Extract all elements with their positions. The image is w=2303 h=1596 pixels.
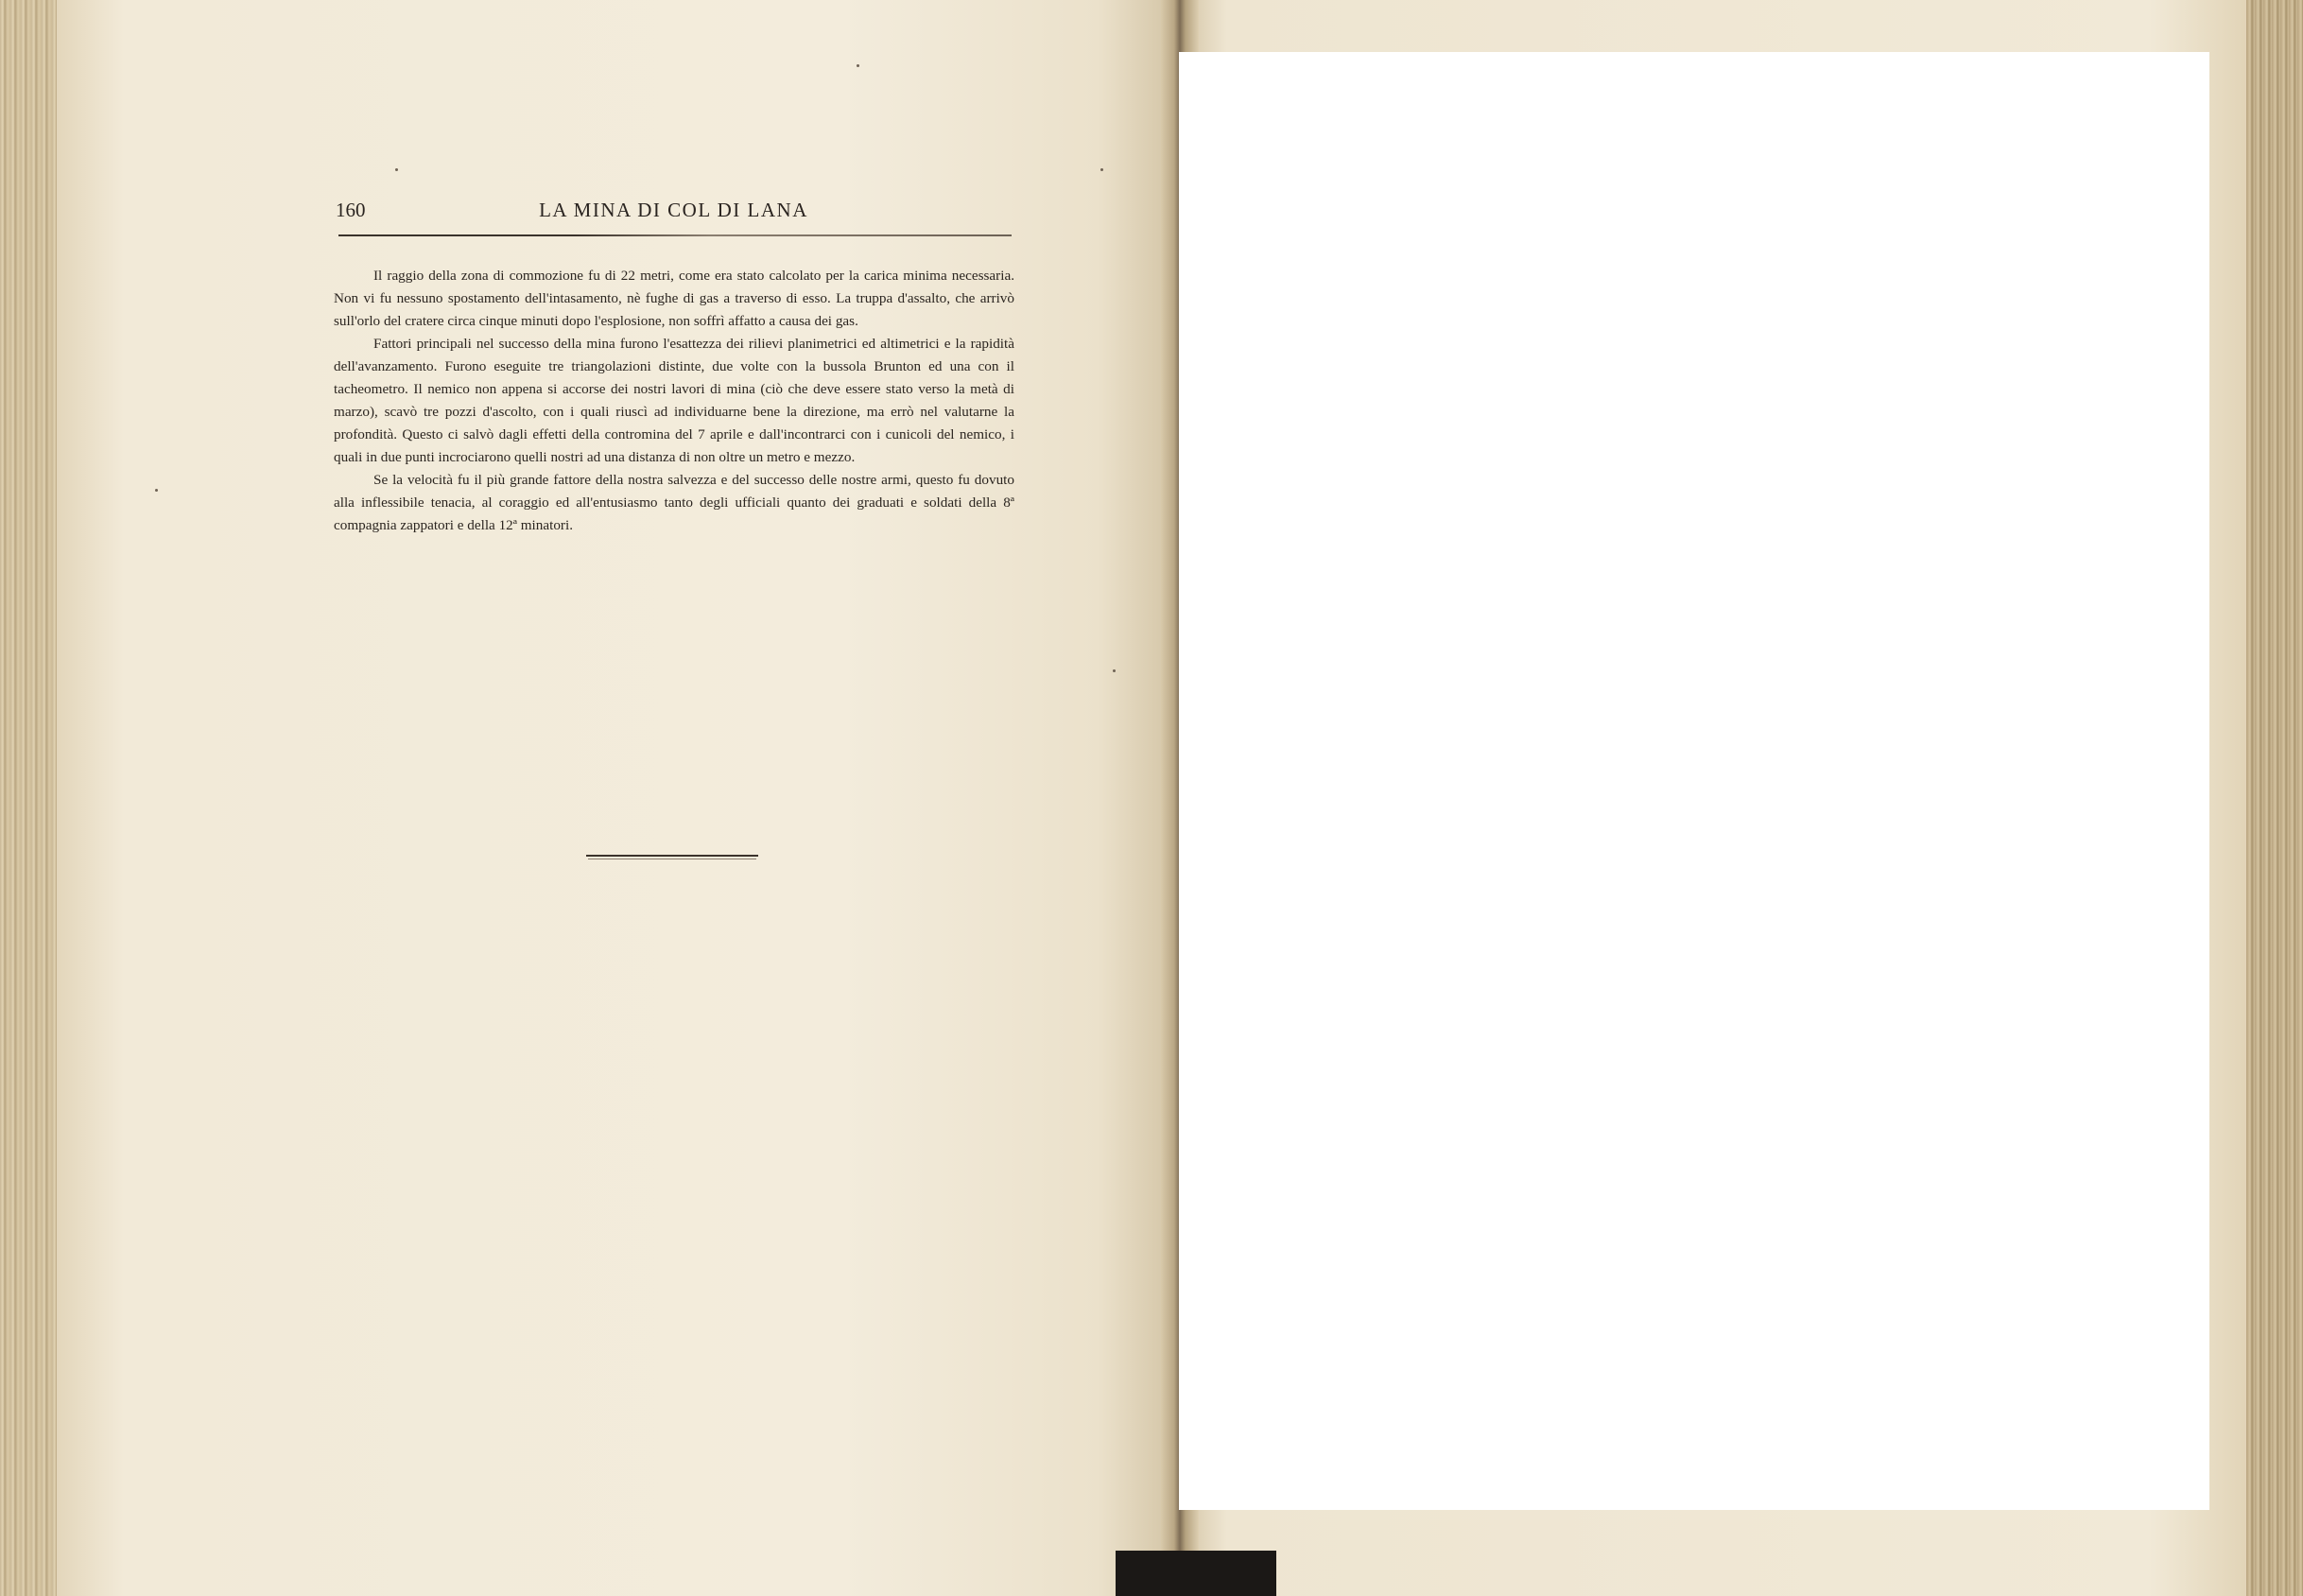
page-header [336, 195, 1012, 233]
paragraph: Fattori principali nel successo della mina furono l'esattezza dei rilievi planimetrici ed altimetrici e la rapidità dell'avanzamento. Furono eseguite tre triangolazioni distinte, due volte con la bussola Brunton ed una con il tacheometro. Il nemico non appena si accorse dei nostri lavori di mina (ciò che deve essere stato verso la metà di marzo), scavò tre pozzi d'ascolto, con i quali riuscì ad individuarne bene la direzione, ma errò nel valutarne la profondità. Questo ci salvò dagli effetti della contromina del 7 aprile e dall'incontrarci con i cunicoli del nemico, i quali in due punti incrociarono quelli nostri ad una distanza di non oltre un metro e mezzo. [334, 336, 1014, 465]
blank-redacted-panel [1179, 52, 2209, 1510]
paper-speck [1100, 168, 1103, 171]
header-rule [338, 234, 1012, 236]
end-of-chapter-rule [586, 855, 758, 859]
paper-speck [155, 489, 158, 492]
running-title: LA MINA DI COL DI LANA [539, 199, 808, 221]
paragraph: Se la velocità fu il più grande fattore della nostra salvezza e del successo delle nostre armi, questo fu dovuto alla inflessibile tenacia, al coraggio ed all'entusiasmo tanto degli ufficiali quanto dei graduati e soldati della 8ª compagnia zappatori e della 12ª minatori. [334, 472, 1014, 533]
paper-speck [857, 64, 859, 67]
paragraph: Il raggio della zona di commozione fu di 22 metri, come era stato calcolato per la carica minima necessaria. Non vi fu nessuno spostamento dell'intasamento, nè fughe di gas a traverso di esso. La truppa d'assalto, che arrivò sull'orlo del cratere circa cinque minuti dopo l'esplosione, non soffrì affatto a causa dei gas. [334, 268, 1014, 329]
body-text [334, 265, 1014, 537]
paper-speck [395, 168, 398, 171]
binding-shadow [1116, 1551, 1276, 1596]
page-number: 160 [336, 199, 366, 221]
page-edges-right [2246, 0, 2303, 1596]
paper-speck [1113, 669, 1116, 672]
left-page [57, 0, 1177, 1596]
